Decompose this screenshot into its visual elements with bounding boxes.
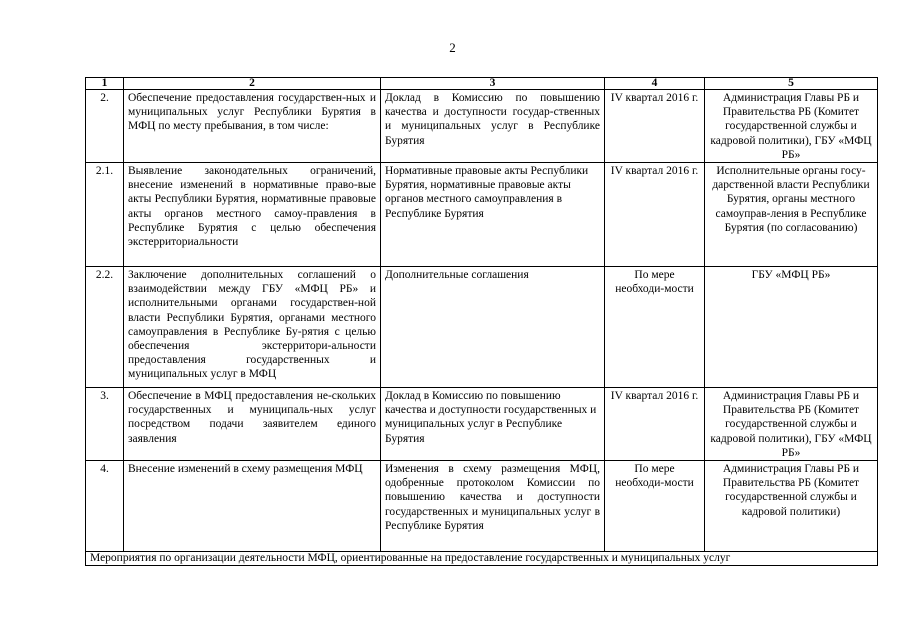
row-number: 3.	[86, 388, 124, 461]
header-col-3: 3	[381, 78, 605, 90]
deadline-cell: IV квартал 2016 г.	[605, 90, 705, 163]
event-cell: Обеспечение предоставления государствен-ных и муниципальных услуг Республики Бурятия в МФЦ по месту пребывания, в том числе:	[124, 90, 381, 163]
result-cell: Доклад в Комиссию по повышению качества и доступности государ-ственных и муниципальных услуг в Республике Бурятия	[381, 90, 605, 163]
header-col-5: 5	[705, 78, 878, 90]
row-number: 4.	[86, 461, 124, 552]
responsible-cell: Администрация Главы РБ и Правительства РБ (Комитет государственной службы и кадровой политики), ГБУ «МФЦ РБ»	[705, 90, 878, 163]
section-footer-row	[86, 552, 878, 566]
responsible-cell: Администрация Главы РБ и Правительства РБ (Комитет государственной службы и кадровой политики)	[705, 461, 878, 552]
event-cell: Заключение дополнительных соглашений о взаимодействии между ГБУ «МФЦ РБ» и исполнительными органами государствен-ной власти Республики Бурятия, органами местного самоуправления в Республике Бу-рятия с целью обеспечения экстерритори-альности предоставления государственных и муниципальных услуг в МФЦ	[124, 267, 381, 388]
result-cell: Нормативные правовые акты Республики Бурятия, нормативные правовые акты органов местного самоуправления в Республике Бурятия	[381, 163, 605, 267]
header-col-1: 1	[86, 78, 124, 90]
row-number: 2.1.	[86, 163, 124, 267]
event-cell: Обеспечение в МФЦ предоставления не-скольких государственных и муниципаль-ных услуг посредством подачи заявителем единого заявления	[124, 388, 381, 461]
table-row	[86, 267, 878, 388]
deadline-cell: По мере необходи-мости	[605, 461, 705, 552]
responsible-cell: Исполнительные органы госу-дарственной власти Республики Бурятия, органы местного самоуправ-ления в Республике Бурятия (по согласованию)	[705, 163, 878, 267]
section-footer: Мероприятия по организации деятельности МФЦ, ориентированные на предоставление государственных и муниципальных услуг	[86, 552, 878, 566]
page-number: 2	[449, 40, 456, 55]
responsible-cell: Администрация Главы РБ и Правительства РБ (Комитет государственной службы и кадровой политики), ГБУ «МФЦ РБ»	[705, 388, 878, 461]
deadline-cell: IV квартал 2016 г.	[605, 388, 705, 461]
deadline-cell: IV квартал 2016 г.	[605, 163, 705, 267]
plan-table	[85, 77, 878, 566]
event-cell: Внесение изменений в схему размещения МФЦ	[124, 461, 381, 552]
result-cell: Изменения в схему размещения МФЦ, одобренные протоколом Комиссии по повышению качества и доступности государственных и муниципальных услуг в Республике Бурятия	[381, 461, 605, 552]
result-cell: Дополнительные соглашения	[381, 267, 605, 388]
responsible-cell: ГБУ «МФЦ РБ»	[705, 267, 878, 388]
header-col-2: 2	[124, 78, 381, 90]
header-col-4: 4	[605, 78, 705, 90]
event-cell: Выявление законодательных ограничений, внесение изменений в нормативные право-вые акты Республики Бурятия, нормативные правовые акты органов местного самоу-правления в Республике Бурятия с целью обеспечения экстерриториальности	[124, 163, 381, 267]
table-row	[86, 388, 878, 461]
row-number: 2.	[86, 90, 124, 163]
row-number: 2.2.	[86, 267, 124, 388]
table-row	[86, 163, 878, 267]
header-row	[86, 78, 878, 90]
deadline-cell: По мере необходи-мости	[605, 267, 705, 388]
result-cell: Доклад в Комиссию по повышению качества и доступности государственных и муниципальных услуг в Республике Бурятия	[381, 388, 605, 461]
table-row	[86, 90, 878, 163]
table-row	[86, 461, 878, 552]
